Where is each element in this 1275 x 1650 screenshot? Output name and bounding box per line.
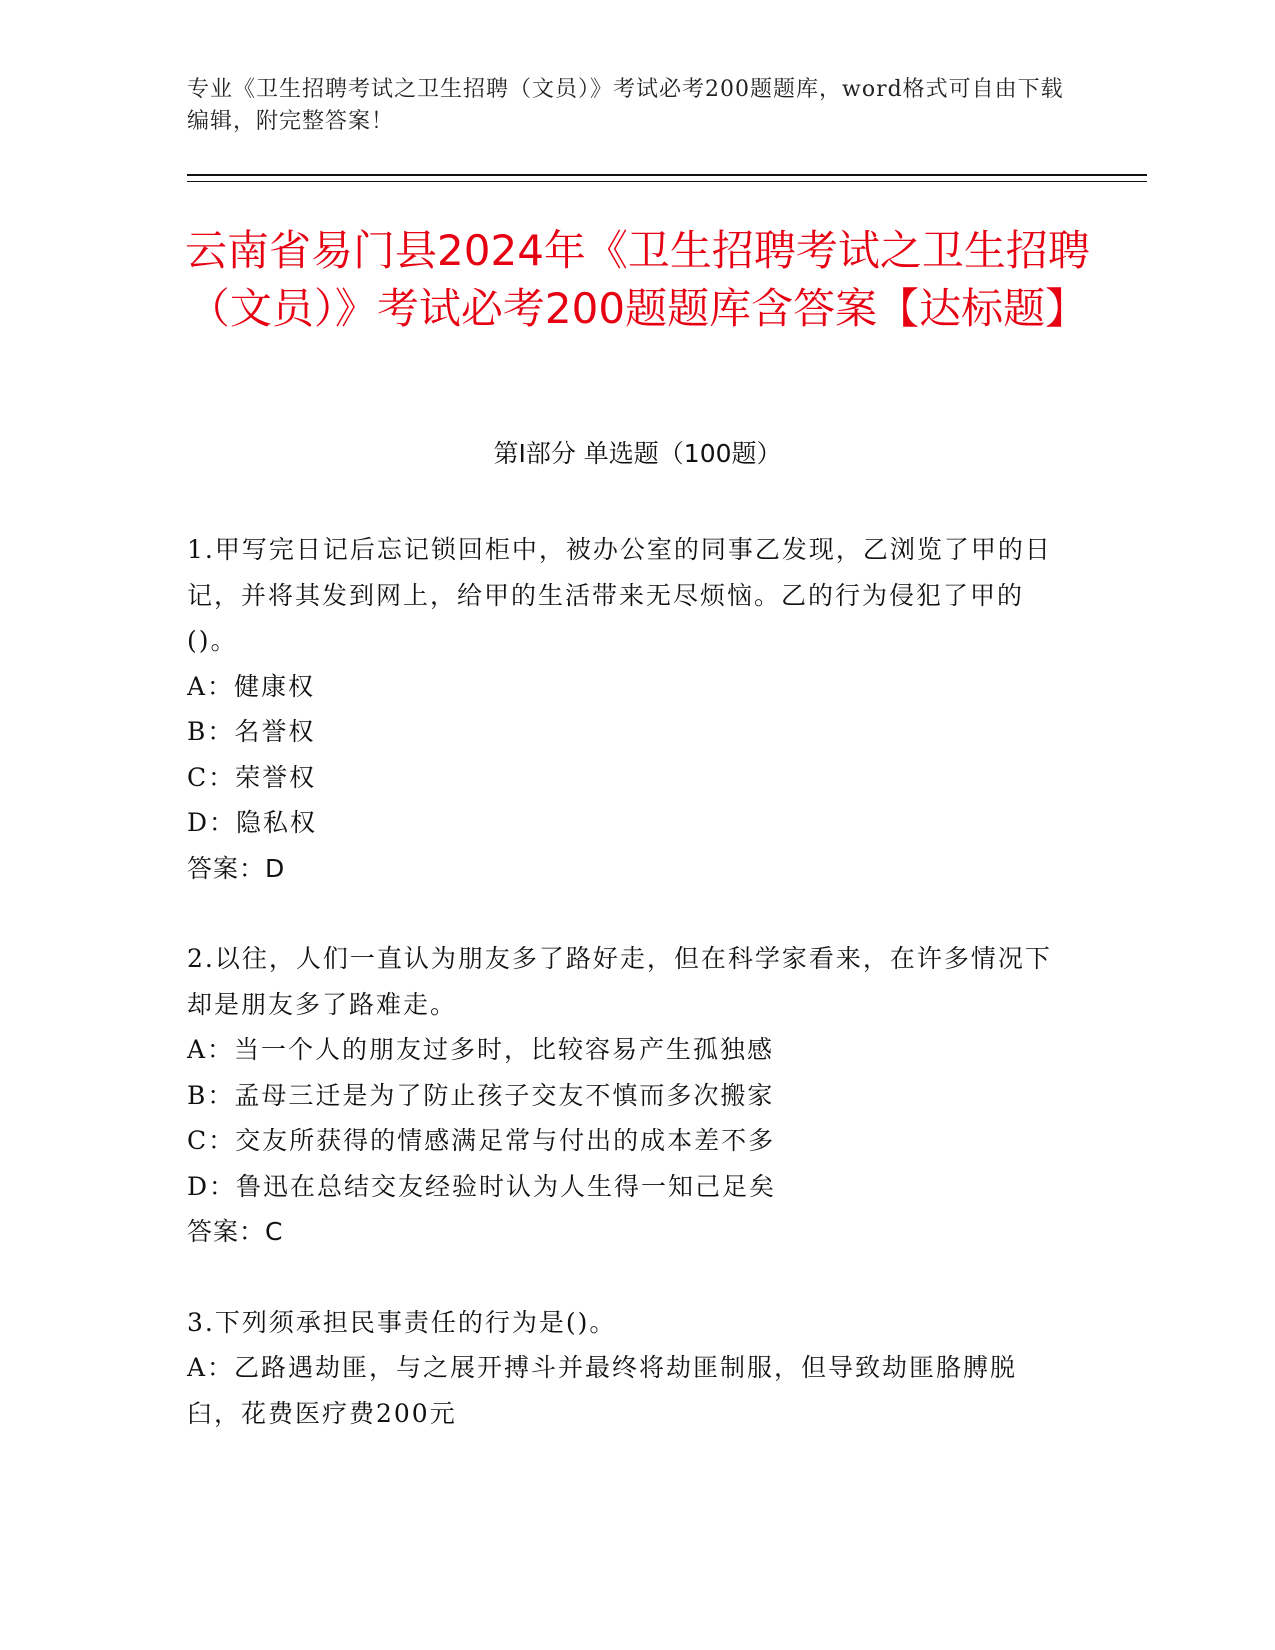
question-text: 3.下列须承担民事责任的行为是()。 (187, 1307, 617, 1337)
header-divider-thick (187, 174, 1147, 176)
option-d: D：隐私权 (187, 808, 318, 837)
header-note: 专业《卫生招聘考试之卫生招聘（文员）》考试必考200题题库，word格式可自由下载编辑，附完整答案！ (187, 77, 1064, 134)
question-list (187, 527, 1067, 1481)
option-a: A：健康权 (187, 671, 316, 701)
question-2 (187, 936, 1067, 1255)
question-3 (187, 1300, 1067, 1437)
option-c: C：荣誉权 (187, 762, 317, 792)
question-text: 2.以往，人们一直认为朋友多了路好走，但在科学家看来，在许多情况下却是朋友多了路难走。 (187, 944, 1052, 1019)
question-1 (187, 527, 1067, 891)
option-b: B：名誉权 (187, 717, 316, 746)
option-a: A：当一个人的朋友过多时，比较容易产生孤独感 (187, 1035, 775, 1064)
section-heading: 第I部分 单选题（100题） (493, 439, 782, 468)
header-divider-thin (187, 181, 1147, 182)
question-text: 1.甲写完日记后忘记锁回柜中，被办公室的同事乙发现，乙浏览了甲的日记，并将其发到网上，给甲的生活带来无尽烦恼。乙的行为侵犯了甲的()。 (187, 535, 1052, 655)
option-a: A：乙路遇劫匪，与之展开搏斗并最终将劫匪制服，但导致劫匪胳膊脱臼，花费医疗费200元 (187, 1353, 1018, 1428)
option-b: B：孟母三迁是为了防止孩子交友不慎而多次搬家 (187, 1080, 775, 1110)
option-c: C：交友所获得的情感满足常与付出的成本差不多 (187, 1126, 776, 1155)
option-d: D：鲁迅在总结交友经验时认为人生得一知己足矣 (187, 1171, 777, 1201)
answer: 答案：D (187, 853, 286, 883)
answer: 答案：C (187, 1217, 284, 1246)
document-title: 云南省易门县2024年《卫生招聘考试之卫生招聘（文员）》考试必考200题题库含答案【达标题】 (185, 226, 1090, 333)
